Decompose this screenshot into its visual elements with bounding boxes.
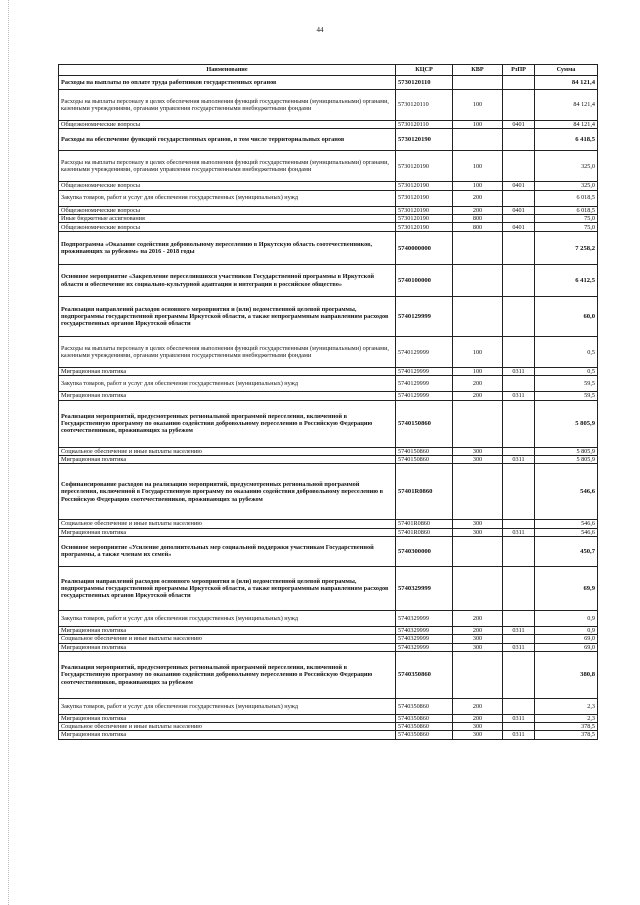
page-number: 44	[316, 26, 324, 34]
cell-name: Общеэкономические вопросы	[59, 121, 396, 129]
cell-code: 5740150860	[396, 400, 453, 447]
table-row	[59, 723, 598, 731]
cell-rzpr	[503, 129, 535, 151]
cell-code: 5730120190	[396, 182, 453, 190]
table-row	[59, 121, 598, 129]
cell-sum: 6 018,5	[535, 190, 598, 206]
table-row	[59, 182, 598, 190]
cell-rzpr	[503, 610, 535, 626]
cell-name: Закупка товаров, работ и услуг для обеспечения государственных (муниципальных) нужд	[59, 610, 396, 626]
table-row	[59, 610, 598, 626]
cell-name: Расходы на выплаты персоналу в целях обеспечения выполнения функций государственными (муниципальными) органами, казенными учреждениями, органами управления государственными внебюджетными фондами	[59, 337, 396, 368]
cell-sum: 59,5	[535, 392, 598, 400]
budget-table	[58, 64, 598, 740]
cell-sum: 75,0	[535, 223, 598, 232]
cell-rzpr	[503, 76, 535, 90]
cell-rzpr	[503, 520, 535, 528]
cell-rzpr	[503, 151, 535, 182]
table-row	[59, 297, 598, 337]
cell-sum: 84 121,4	[535, 90, 598, 121]
column-header-code: КЦСР	[396, 65, 453, 76]
cell-sum: 546,6	[535, 520, 598, 528]
cell-rzpr	[503, 232, 535, 265]
cell-code: 5740129999	[396, 368, 453, 376]
cell-name: Социальное обеспечение и иные выплаты населению	[59, 635, 396, 643]
cell-kvr: 200	[453, 376, 503, 392]
cell-code: 5730120190	[396, 214, 453, 222]
cell-name: Социальное обеспечение и иные выплаты населению	[59, 447, 396, 455]
cell-name: Миграционная политика	[59, 714, 396, 722]
cell-name: Миграционная политика	[59, 368, 396, 376]
cell-name: Реализация мероприятий, предусмотренных региональной программой переселения, включенной в Государственную программу по оказанию содействия добровольному переселению в Российскую Федерацию соотечественников, проживающих за рубежом	[59, 400, 396, 447]
cell-rzpr	[503, 214, 535, 222]
cell-rzpr: 0311	[503, 714, 535, 722]
cell-code: 5730120110	[396, 76, 453, 90]
cell-name: Основное мероприятие «Усиление дополнительных мер социальной поддержки участникам Государственной программы, а также членам их семей»	[59, 536, 396, 566]
cell-rzpr	[503, 265, 535, 297]
cell-rzpr	[503, 90, 535, 121]
cell-kvr	[453, 566, 503, 610]
cell-name: Миграционная политика	[59, 392, 396, 400]
cell-kvr: 300	[453, 447, 503, 455]
cell-code: 5740129999	[396, 337, 453, 368]
cell-code: 5740350860	[396, 723, 453, 731]
cell-code: 5740329999	[396, 626, 453, 634]
table-row	[59, 651, 598, 698]
table-row	[59, 151, 598, 182]
column-header-sum: Сумма	[535, 65, 598, 76]
cell-rzpr	[503, 698, 535, 714]
cell-kvr	[453, 536, 503, 566]
cell-sum: 2,3	[535, 698, 598, 714]
column-header-name: Наименование	[59, 65, 396, 76]
table-row	[59, 190, 598, 206]
cell-code: 5740329999	[396, 566, 453, 610]
cell-code: 5740329999	[396, 610, 453, 626]
table-row	[59, 528, 598, 536]
cell-sum: 5 805,9	[535, 400, 598, 447]
cell-name: Расходы на обеспечение функций государственных органов, в том числе территориальных органов	[59, 129, 396, 151]
cell-name: Общеэкономические вопросы	[59, 182, 396, 190]
table-row	[59, 456, 598, 464]
cell-sum: 75,0	[535, 214, 598, 222]
table-row	[59, 392, 598, 400]
cell-kvr: 100	[453, 368, 503, 376]
cell-kvr: 800	[453, 223, 503, 232]
cell-name: Социальное обеспечение и иные выплаты населению	[59, 723, 396, 731]
cell-code: 5740129999	[396, 297, 453, 337]
cell-code: 5740000000	[396, 232, 453, 265]
cell-rzpr: 0401	[503, 223, 535, 232]
cell-kvr	[453, 400, 503, 447]
table-row	[59, 566, 598, 610]
cell-rzpr	[503, 536, 535, 566]
cell-rzpr: 0311	[503, 731, 535, 739]
cell-kvr: 200	[453, 626, 503, 634]
cell-rzpr: 0311	[503, 528, 535, 536]
cell-rzpr	[503, 447, 535, 455]
table-row	[59, 464, 598, 520]
cell-code: 5730120190	[396, 190, 453, 206]
cell-sum: 450,7	[535, 536, 598, 566]
cell-kvr: 300	[453, 520, 503, 528]
cell-sum: 60,0	[535, 297, 598, 337]
cell-code: 5740150860	[396, 447, 453, 455]
cell-code: 5740350860	[396, 651, 453, 698]
cell-code: 5730120190	[396, 206, 453, 214]
cell-sum: 0,5	[535, 337, 598, 368]
table-row	[59, 698, 598, 714]
cell-sum: 69,9	[535, 566, 598, 610]
cell-code: 57401R0860	[396, 464, 453, 520]
table-row	[59, 90, 598, 121]
cell-rzpr: 0311	[503, 392, 535, 400]
cell-name: Социальное обеспечение и иные выплаты населению	[59, 520, 396, 528]
cell-kvr: 300	[453, 456, 503, 464]
cell-name: Реализация мероприятий, предусмотренных региональной программой переселения, включенной в Государственную программу по оказанию содействия добровольному переселению в Российскую Федерацию соотечественников, проживающих за рубежом	[59, 651, 396, 698]
cell-sum: 0,9	[535, 626, 598, 634]
cell-rzpr: 0311	[503, 368, 535, 376]
cell-kvr: 100	[453, 182, 503, 190]
cell-name: Миграционная политика	[59, 731, 396, 739]
table-body	[59, 76, 598, 740]
cell-kvr: 300	[453, 643, 503, 651]
cell-kvr: 800	[453, 214, 503, 222]
cell-rzpr	[503, 723, 535, 731]
cell-rzpr	[503, 190, 535, 206]
cell-kvr	[453, 464, 503, 520]
cell-sum: 546,6	[535, 464, 598, 520]
cell-sum: 69,0	[535, 643, 598, 651]
cell-sum: 378,5	[535, 731, 598, 739]
cell-rzpr: 0311	[503, 456, 535, 464]
table-header-row	[59, 65, 598, 76]
cell-kvr: 200	[453, 190, 503, 206]
cell-code: 5740300000	[396, 536, 453, 566]
cell-sum: 325,0	[535, 151, 598, 182]
cell-name: Закупка товаров, работ и услуг для обеспечения государственных (муниципальных) нужд	[59, 698, 396, 714]
cell-name: Иные бюджетные ассигнования	[59, 214, 396, 222]
cell-kvr: 200	[453, 698, 503, 714]
cell-code: 5740329999	[396, 635, 453, 643]
cell-code: 5740350860	[396, 698, 453, 714]
table-row	[59, 368, 598, 376]
table-row	[59, 129, 598, 151]
table-row	[59, 376, 598, 392]
cell-code: 5730120190	[396, 223, 453, 232]
cell-code: 5740129999	[396, 392, 453, 400]
cell-rzpr	[503, 376, 535, 392]
column-header-kvr: КВР	[453, 65, 503, 76]
cell-rzpr	[503, 651, 535, 698]
cell-code: 57401R0860	[396, 528, 453, 536]
cell-kvr: 300	[453, 731, 503, 739]
cell-code: 5740100000	[396, 265, 453, 297]
cell-kvr: 200	[453, 714, 503, 722]
cell-rzpr	[503, 566, 535, 610]
cell-kvr: 100	[453, 90, 503, 121]
cell-name: Миграционная политика	[59, 456, 396, 464]
cell-name: Расходы на выплаты персоналу в целях обеспечения выполнения функций государственными (муниципальными) органами, казенными учреждениями, органами управления государственными внебюджетными фондами	[59, 151, 396, 182]
cell-sum: 5 805,9	[535, 456, 598, 464]
column-header-rzpr: РзПР	[503, 65, 535, 76]
cell-name: Закупка товаров, работ и услуг для обеспечения государственных (муниципальных) нужд	[59, 376, 396, 392]
cell-sum: 69,0	[535, 635, 598, 643]
scan-margin-line	[8, 0, 9, 905]
cell-kvr: 300	[453, 528, 503, 536]
cell-rzpr: 0401	[503, 182, 535, 190]
cell-kvr	[453, 651, 503, 698]
cell-sum: 546,6	[535, 528, 598, 536]
cell-kvr: 300	[453, 723, 503, 731]
cell-name: Общеэкономические вопросы	[59, 223, 396, 232]
cell-name: Расходы на выплаты по оплате труда работников государственных органов	[59, 76, 396, 90]
cell-sum: 0,5	[535, 368, 598, 376]
table-row	[59, 223, 598, 232]
table-row	[59, 731, 598, 739]
table-row	[59, 714, 598, 722]
cell-name: Подпрограмма «Оказание содействия добровольному переселению в Иркутскую область соотечественников, проживающих за рубежом» на 2016 - 2018 годы	[59, 232, 396, 265]
cell-rzpr	[503, 337, 535, 368]
cell-rzpr: 0401	[503, 121, 535, 129]
cell-code: 5740150860	[396, 456, 453, 464]
cell-rzpr	[503, 635, 535, 643]
cell-name: Реализация направлений расходов основного мероприятия и (или) ведомственной целевой программы, подпрограммы государственной программы Иркутской области, а также непрограммным направлениям расходов государственных органов Иркутской области	[59, 297, 396, 337]
cell-kvr: 100	[453, 121, 503, 129]
cell-code: 5740350860	[396, 714, 453, 722]
cell-kvr: 200	[453, 610, 503, 626]
cell-kvr: 200	[453, 206, 503, 214]
cell-name: Миграционная политика	[59, 643, 396, 651]
table-row	[59, 76, 598, 90]
cell-code: 5730120110	[396, 90, 453, 121]
cell-rzpr	[503, 297, 535, 337]
table-row	[59, 635, 598, 643]
cell-sum: 380,8	[535, 651, 598, 698]
table-row	[59, 643, 598, 651]
cell-sum: 84 121,4	[535, 121, 598, 129]
cell-sum: 59,5	[535, 376, 598, 392]
table-row	[59, 447, 598, 455]
cell-sum: 7 258,2	[535, 232, 598, 265]
cell-sum: 6 418,5	[535, 129, 598, 151]
cell-rzpr: 0311	[503, 643, 535, 651]
cell-code: 5730120190	[396, 151, 453, 182]
table-row	[59, 337, 598, 368]
cell-name: Общеэкономические вопросы	[59, 206, 396, 214]
cell-kvr	[453, 265, 503, 297]
cell-sum: 6 412,5	[535, 265, 598, 297]
cell-rzpr: 0311	[503, 626, 535, 634]
table-row	[59, 206, 598, 214]
table-row	[59, 520, 598, 528]
cell-kvr	[453, 232, 503, 265]
cell-code: 5740350860	[396, 731, 453, 739]
cell-kvr: 200	[453, 392, 503, 400]
cell-rzpr	[503, 400, 535, 447]
cell-name: Софинансирование расходов на реализацию мероприятий, предусмотренных региональной программой переселения, включенной в Государственную программу по оказанию содействия добровольному переселению в Российскую Федерацию соотечественников, проживающих за рубежом	[59, 464, 396, 520]
cell-code: 5730120190	[396, 129, 453, 151]
table-row	[59, 265, 598, 297]
cell-name: Реализация направлений расходов основного мероприятия и (или) ведомственной целевой программы, подпрограммы государственной программы Иркутской области, а также непрограммным направлениям расходов государственных органов Иркутской области	[59, 566, 396, 610]
cell-sum: 0,9	[535, 610, 598, 626]
cell-name: Миграционная политика	[59, 528, 396, 536]
cell-code: 57401R0860	[396, 520, 453, 528]
cell-rzpr: 0401	[503, 206, 535, 214]
cell-sum: 378,5	[535, 723, 598, 731]
cell-sum: 2,3	[535, 714, 598, 722]
table-row	[59, 400, 598, 447]
cell-sum: 325,0	[535, 182, 598, 190]
cell-kvr	[453, 76, 503, 90]
cell-code: 5730120110	[396, 121, 453, 129]
cell-name: Миграционная политика	[59, 626, 396, 634]
cell-name: Закупка товаров, работ и услуг для обеспечения государственных (муниципальных) нужд	[59, 190, 396, 206]
cell-kvr: 300	[453, 635, 503, 643]
cell-kvr: 100	[453, 151, 503, 182]
cell-sum: 6 018,5	[535, 206, 598, 214]
table-row	[59, 232, 598, 265]
table-row	[59, 214, 598, 222]
cell-code: 5740129999	[396, 376, 453, 392]
cell-name: Основное мероприятие «Закрепление переселившихся участников Государственной программы в Иркутской области и обеспечение их социально-культурной адаптации и интеграции в российское общество»	[59, 265, 396, 297]
cell-code: 5740329999	[396, 643, 453, 651]
cell-rzpr	[503, 464, 535, 520]
table-row	[59, 536, 598, 566]
cell-kvr	[453, 297, 503, 337]
cell-kvr	[453, 129, 503, 151]
table-row	[59, 626, 598, 634]
cell-sum: 5 805,9	[535, 447, 598, 455]
cell-name: Расходы на выплаты персоналу в целях обеспечения выполнения функций государственными (муниципальными) органами, казенными учреждениями, органами управления государственными внебюджетными фондами	[59, 90, 396, 121]
cell-kvr: 100	[453, 337, 503, 368]
cell-sum: 84 121,4	[535, 76, 598, 90]
